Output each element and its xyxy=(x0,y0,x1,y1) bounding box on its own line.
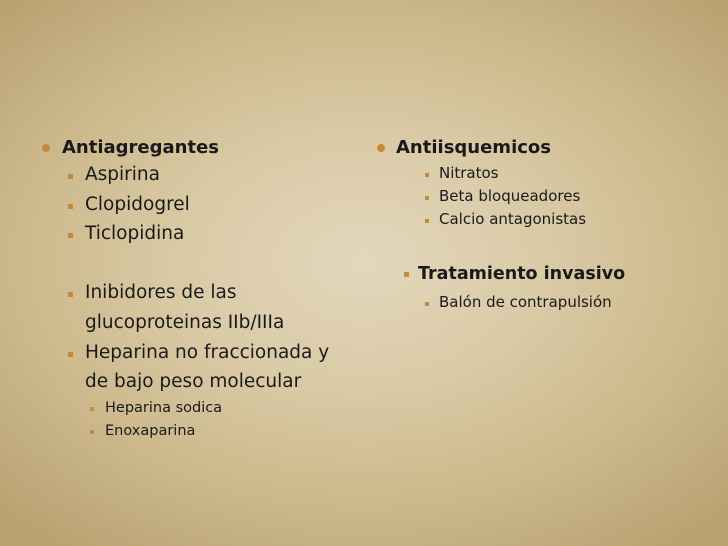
right-heading: Antiisquemicos xyxy=(396,137,551,158)
left-item-inibidores-line2: glucoproteinas IIb/IIIa xyxy=(85,312,285,333)
left-item-inibidores-line1: Inibidores de las xyxy=(85,282,237,303)
square-bullet-icon xyxy=(425,302,429,306)
square-bullet-icon xyxy=(425,219,429,223)
left-subitem-enoxaparina: Enoxaparina xyxy=(105,423,196,439)
left-item-aspirina: Aspirina xyxy=(85,164,160,185)
left-subitem-heparina-sodica: Heparina sodica xyxy=(105,400,223,416)
left-heading: Antiagregantes xyxy=(62,137,220,158)
square-bullet-icon xyxy=(68,174,73,179)
square-bullet-icon xyxy=(90,407,94,411)
square-bullet-icon xyxy=(90,430,94,434)
round-bullet-icon xyxy=(377,144,385,152)
right-heading-tratamiento: Tratamiento invasivo xyxy=(418,264,626,284)
square-bullet-icon xyxy=(68,292,73,297)
square-bullet-icon xyxy=(68,233,73,238)
square-bullet-icon xyxy=(425,173,429,177)
left-item-heparina-line2: de bajo peso molecular xyxy=(85,371,302,392)
left-item-clopidogrel: Clopidogrel xyxy=(85,194,190,215)
left-item-heparina-line1: Heparina no fraccionada y xyxy=(85,342,330,363)
left-item-ticlopidina: Ticlopidina xyxy=(85,223,185,244)
right-item-calcio-antagonistas: Calcio antagonistas xyxy=(439,210,587,228)
square-bullet-icon xyxy=(68,204,73,209)
right-item-nitratos: Nitratos xyxy=(439,164,499,182)
round-bullet-icon xyxy=(42,144,50,152)
right-item-balon: Balón de contrapulsión xyxy=(439,293,612,311)
square-bullet-icon xyxy=(425,196,429,200)
right-item-beta-bloqueadores: Beta bloqueadores xyxy=(439,187,581,205)
square-bullet-icon xyxy=(404,272,409,277)
square-bullet-icon xyxy=(68,352,73,357)
